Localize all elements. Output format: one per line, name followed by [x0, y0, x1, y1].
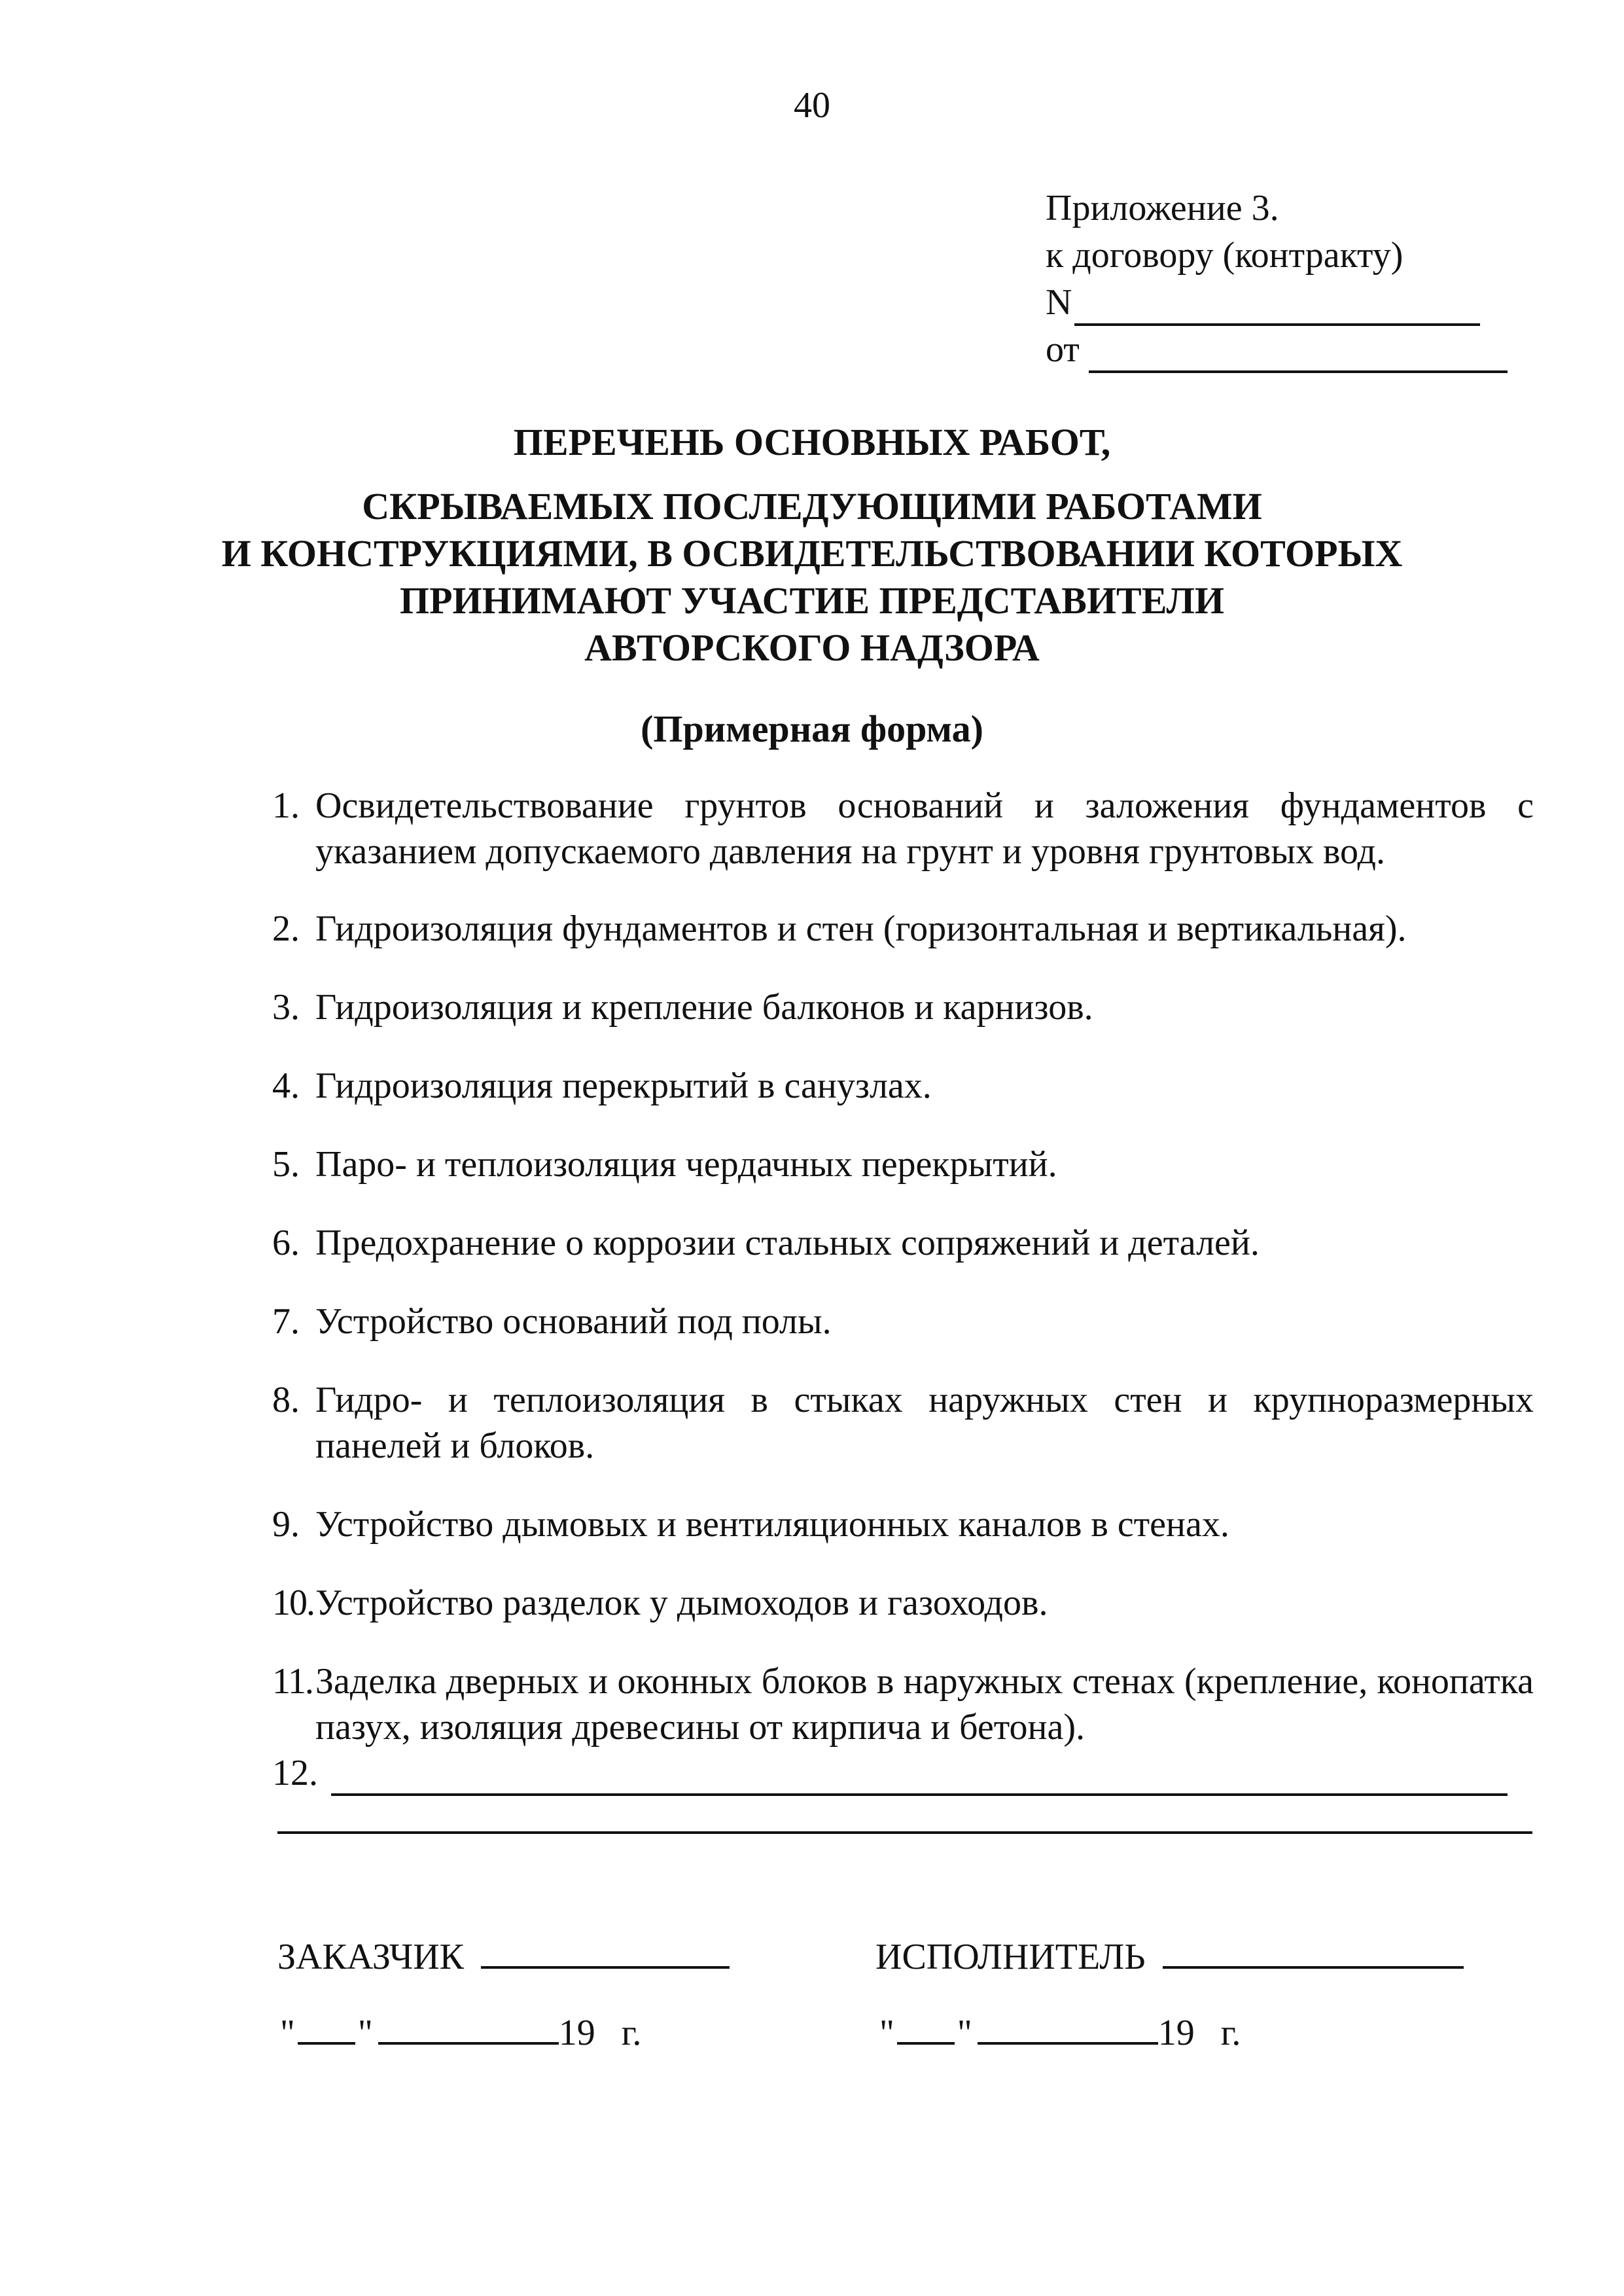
- page-number: 40: [794, 85, 830, 126]
- list-item: 2. Гидроизоляция фундаментов и стен (горизонтальная и вертикальная).: [272, 908, 1407, 949]
- customer-label: ЗАКАЗЧИК: [277, 1937, 465, 1977]
- contractor-day-field[interactable]: [897, 2005, 955, 2045]
- contractor-year-prefix: 19: [1157, 2013, 1195, 2053]
- list-item: 11. Заделка дверных и оконных блоков в наружных стенах (крепление, конопатка пазух, изоляция древесины от кирпича и бетона).: [272, 1661, 1534, 1748]
- list-item: 5. Паро- и теплоизоляция чердачных перекрытий.: [272, 1144, 1057, 1185]
- customer-signature-field[interactable]: [481, 1929, 730, 1969]
- list-item: 9. Устройство дымовых и вентиляционных каналов в стенах.: [272, 1504, 1229, 1545]
- list-item: 4. Гидроизоляция перекрытий в санузлах.: [272, 1066, 932, 1106]
- contract-date-label: от: [1046, 329, 1080, 370]
- contractor-signature: [875, 1929, 1464, 1981]
- list-item: 3. Гидроизоляция и крепление балконов и карнизов.: [272, 987, 1093, 1028]
- document-subtitle: (Примерная форма): [641, 708, 983, 750]
- list-item: 1. Освидетельствование грунтов оснований и заложения фундаментов с указанием допускаемого давления на грунт и уровня грунтовых вод.: [272, 785, 1534, 872]
- contract-number-label: N: [1046, 282, 1072, 323]
- list-item: 7. Устройство оснований под полы.: [272, 1301, 832, 1342]
- title-line-4: ПРИНИМАЮТ УЧАСТИЕ ПРЕДСТАВИТЕЛИ: [400, 579, 1224, 622]
- title-line-1: ПЕРЕЧЕНЬ ОСНОВНЫХ РАБОТ,: [513, 421, 1111, 463]
- customer-date: " " 19 г.: [280, 2005, 641, 2056]
- customer-year-suffix: г.: [621, 2013, 642, 2053]
- contractor-year-suffix: г.: [1220, 2013, 1241, 2053]
- title-line-2: СКРЫВАЕМЫХ ПОСЛЕДУЮЩИМИ РАБОТАМИ: [362, 485, 1262, 528]
- contractor-signature-field[interactable]: [1163, 1929, 1464, 1969]
- customer-signature: [277, 1929, 730, 1981]
- document-title: [0, 419, 1624, 672]
- list-item-12-field[interactable]: [331, 1762, 1508, 1796]
- appendix-title: Приложение 3.: [1046, 188, 1279, 228]
- appendix-header: [1046, 185, 1517, 373]
- title-line-3: И КОНСТРУКЦИЯМИ, В ОСВИДЕТЕЛЬСТВОВАНИИ КОТОРЫХ: [221, 532, 1403, 575]
- list-item: 10. Устройство разделок у дымоходов и газоходов.: [272, 1583, 1048, 1623]
- customer-year-prefix: 19: [558, 2013, 595, 2053]
- contract-date-field[interactable]: [1089, 332, 1508, 373]
- list-item: 6. Предохранение о коррозии стальных сопряжений и деталей.: [272, 1223, 1260, 1263]
- appendix-contract: к договору (контракту): [1046, 235, 1403, 276]
- customer-month-field[interactable]: [378, 2005, 559, 2045]
- list-item: 8. Гидро- и теплоизоляция в стыках наружных стен и крупноразмерных панелей и блоков.: [272, 1380, 1534, 1466]
- contract-number-field[interactable]: [1074, 285, 1480, 326]
- list-item-12-number: 12.: [272, 1753, 318, 1793]
- contractor-date: " " 19 г.: [879, 2005, 1241, 2056]
- works-list: [272, 783, 1534, 1796]
- contractor-month-field[interactable]: [978, 2005, 1158, 2045]
- customer-day-field[interactable]: [298, 2005, 355, 2045]
- title-line-5: АВТОРСКОГО НАДЗОРА: [584, 626, 1040, 669]
- additional-item-line[interactable]: [277, 1831, 1532, 1834]
- contractor-label: ИСПОЛНИТЕЛЬ: [875, 1937, 1146, 1977]
- list-item-12: [272, 1750, 1534, 1796]
